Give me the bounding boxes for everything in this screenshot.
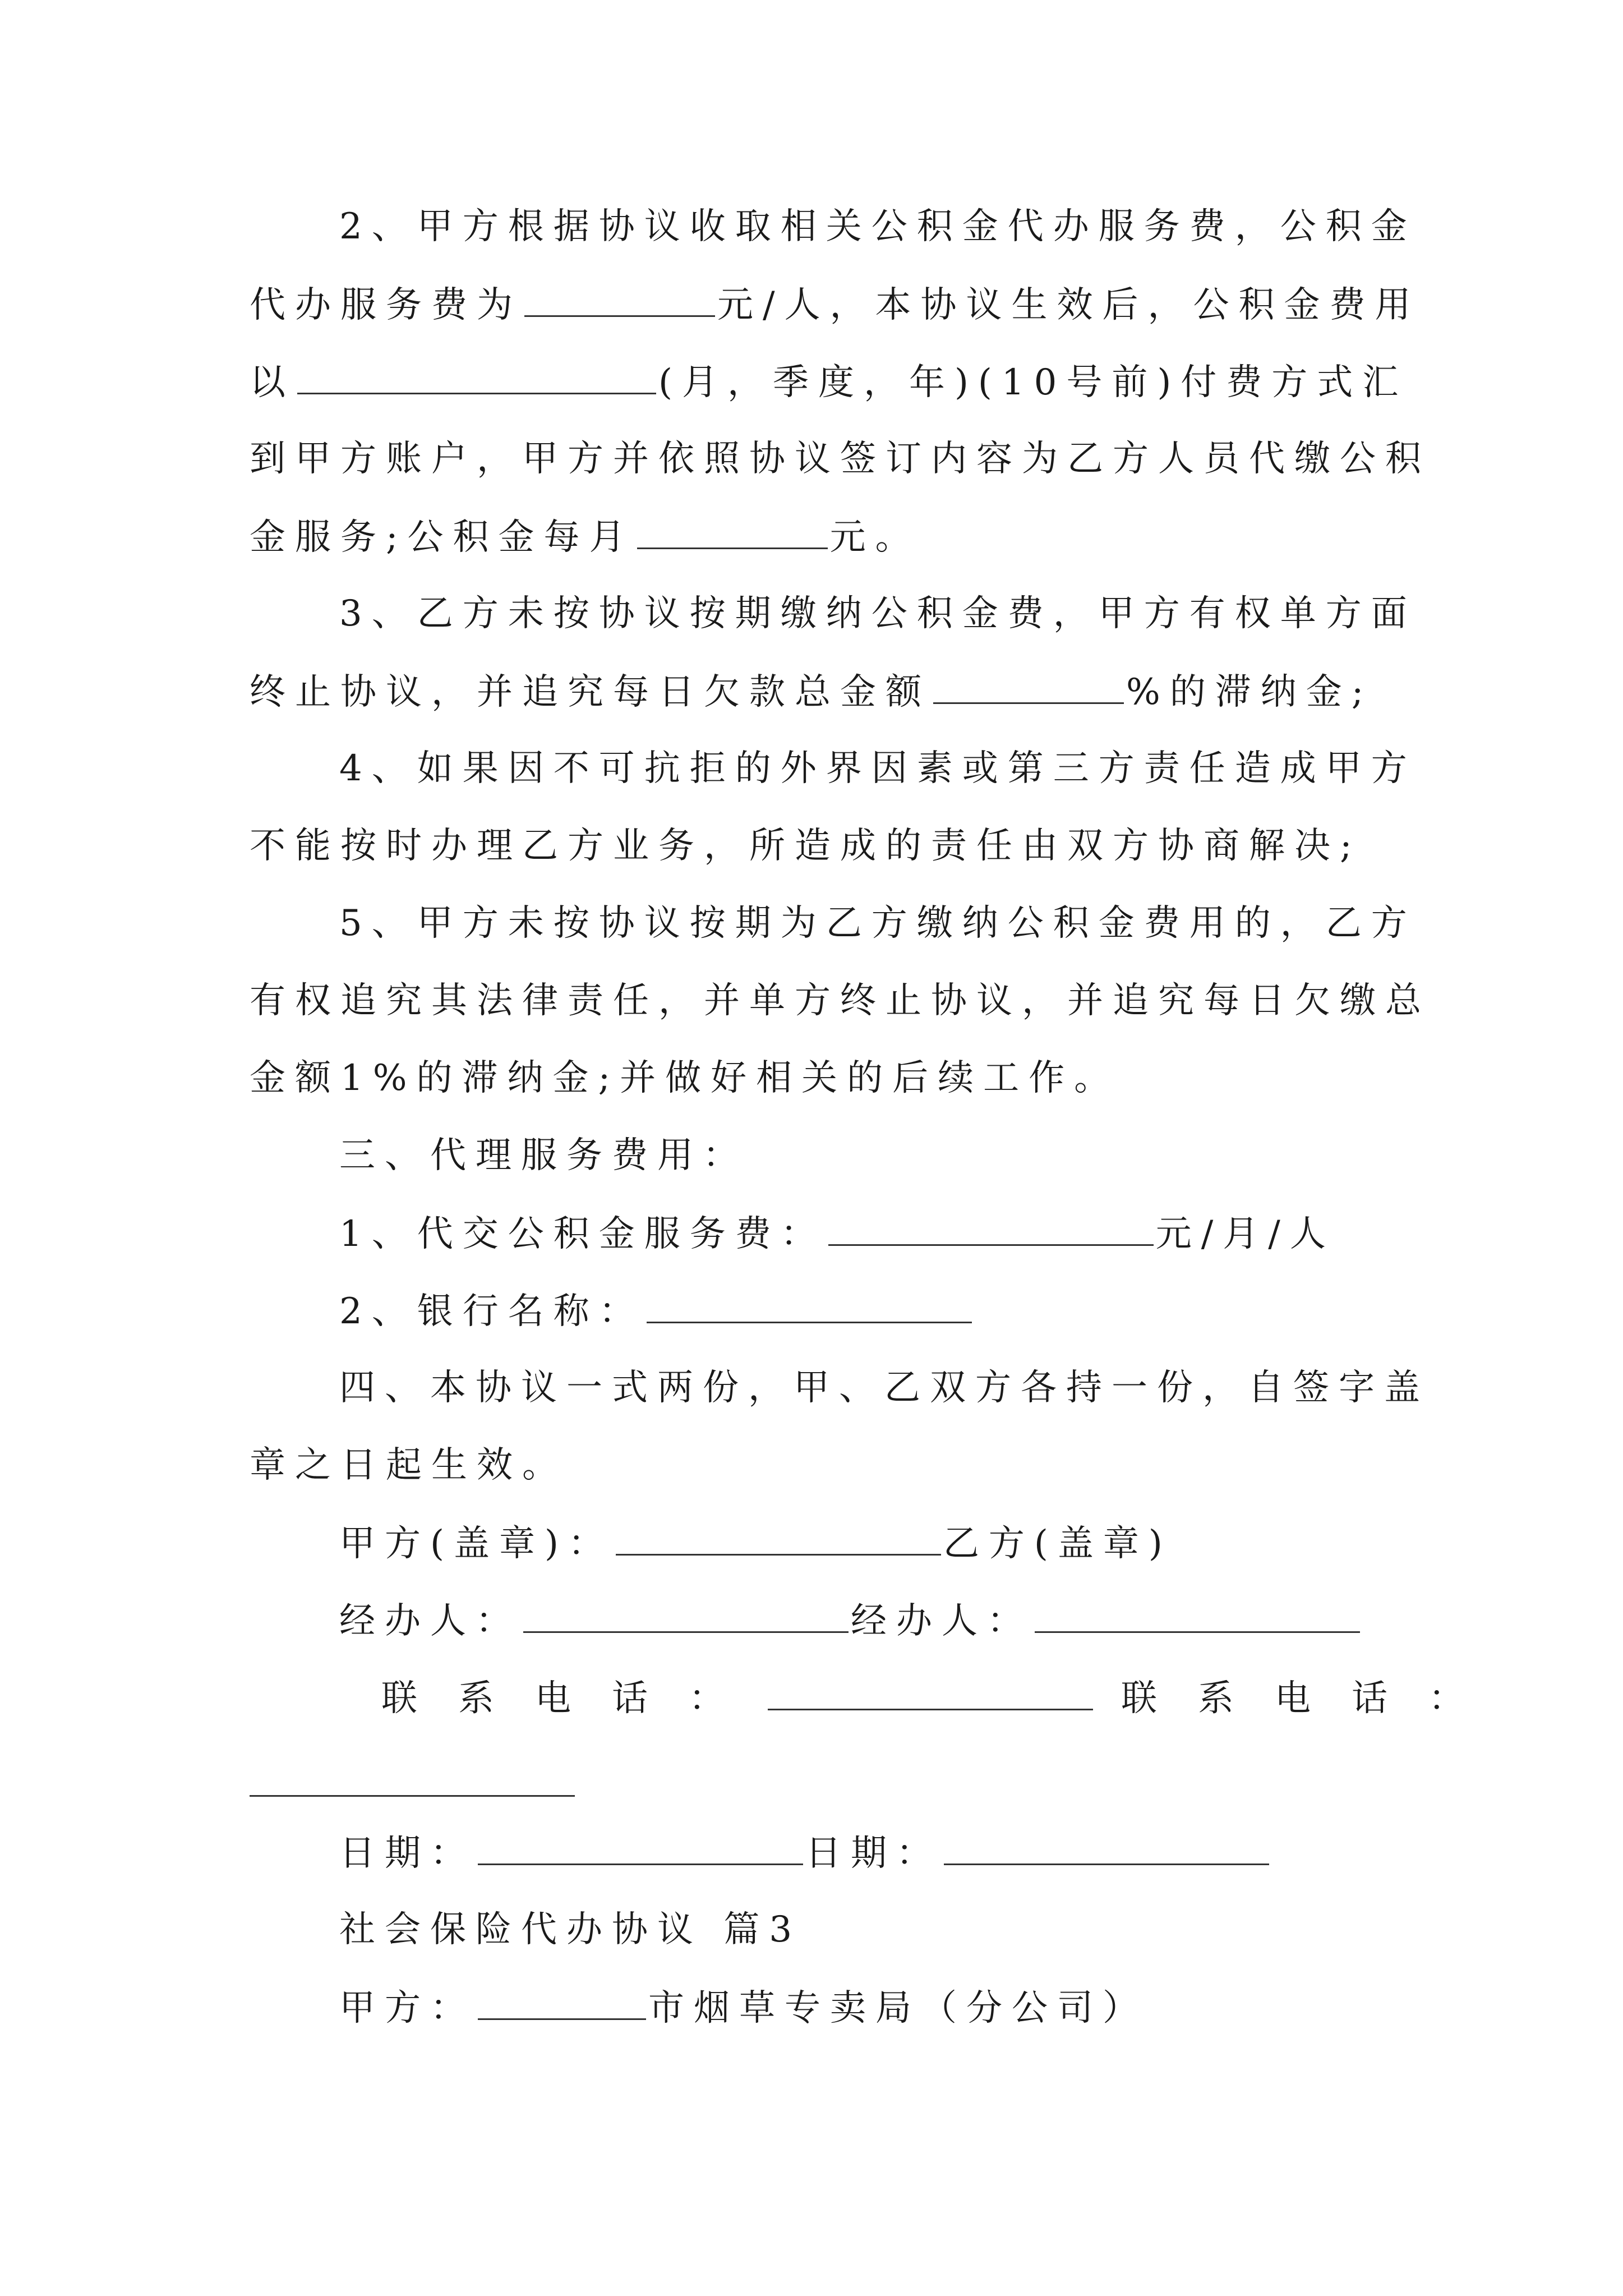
paragraph-line: 有权追究其法律责任，并单方终止协议，并追究每日欠缴总 bbox=[250, 980, 1431, 1022]
paragraph-line: 以 (月，季度，年)(10号前)付费方式汇 bbox=[250, 362, 1408, 403]
paragraph-line: 金额1%的滞纳金;并做好相关的后续工作。 bbox=[250, 1057, 1120, 1099]
fill-blank[interactable] bbox=[1035, 1602, 1360, 1633]
paragraph-line: 终止协议，并追究每日欠款总金额 %的滞纳金; bbox=[250, 671, 1373, 713]
paragraph-line: 金服务;公积金每月 元。 bbox=[250, 517, 921, 558]
fill-blank[interactable] bbox=[647, 1292, 972, 1323]
fill-blank[interactable] bbox=[944, 1834, 1269, 1865]
fill-blank[interactable] bbox=[250, 1795, 575, 1797]
fill-blank[interactable] bbox=[297, 364, 656, 394]
fill-blank[interactable] bbox=[478, 1989, 646, 2020]
paragraph-line: 代办服务费为 元/人，本协议生效后，公积金费用 bbox=[250, 284, 1421, 326]
paragraph-line: 章之日起生效。 bbox=[250, 1444, 568, 1486]
fill-blank[interactable] bbox=[933, 673, 1124, 704]
section-heading: 三、代理服务费用： bbox=[339, 1135, 748, 1176]
fill-blank[interactable] bbox=[524, 286, 715, 317]
paragraph-line: 5、甲方未按协议按期为乙方缴纳公积金费用的，乙方 bbox=[339, 903, 1417, 944]
fill-blank[interactable] bbox=[637, 518, 828, 549]
fill-blank[interactable] bbox=[478, 1834, 803, 1865]
paragraph-line: 四、本协议一式两份，甲、乙双方各持一份，自签字盖 bbox=[339, 1367, 1430, 1409]
section-heading: 社会保险代办协议 篇3 bbox=[339, 1909, 802, 1950]
paragraph-line: 不能按时办理乙方业务，所造成的责任由双方协商解决; bbox=[250, 825, 1362, 867]
paragraph-line: 3、乙方未按协议按期缴纳公积金费，甲方有权单方面 bbox=[339, 593, 1417, 634]
fill-blank[interactable] bbox=[616, 1525, 941, 1556]
paragraph-line: 1、代交公积金服务费： 元/月/人 bbox=[339, 1213, 1335, 1255]
paragraph-line: 2、银行名称： bbox=[339, 1292, 974, 1329]
fill-blank[interactable] bbox=[768, 1680, 1093, 1710]
paragraph-line: 2、甲方根据协议收取相关公积金代办服务费，公积金 bbox=[339, 206, 1417, 247]
paragraph-line: 甲方： 市烟草专卖局（分公司） bbox=[339, 1987, 1148, 2029]
paragraph-line: 4、如果因不可抗拒的外界因素或第三方责任造成甲方 bbox=[339, 748, 1417, 789]
paragraph-line: 到甲方账户，甲方并依照协议签订内容为乙方人员代缴公积 bbox=[250, 438, 1431, 480]
fill-blank[interactable] bbox=[523, 1602, 849, 1633]
signature-line: 经办人： 经办人： bbox=[339, 1602, 1362, 1639]
fill-blank[interactable] bbox=[828, 1215, 1154, 1246]
signature-line: 甲方(盖章)： 乙方(盖章) bbox=[339, 1523, 1172, 1565]
signature-line: 日期： 日期： bbox=[339, 1834, 1271, 1871]
signature-line: 联系电话： 联系电话： bbox=[381, 1678, 1505, 1719]
